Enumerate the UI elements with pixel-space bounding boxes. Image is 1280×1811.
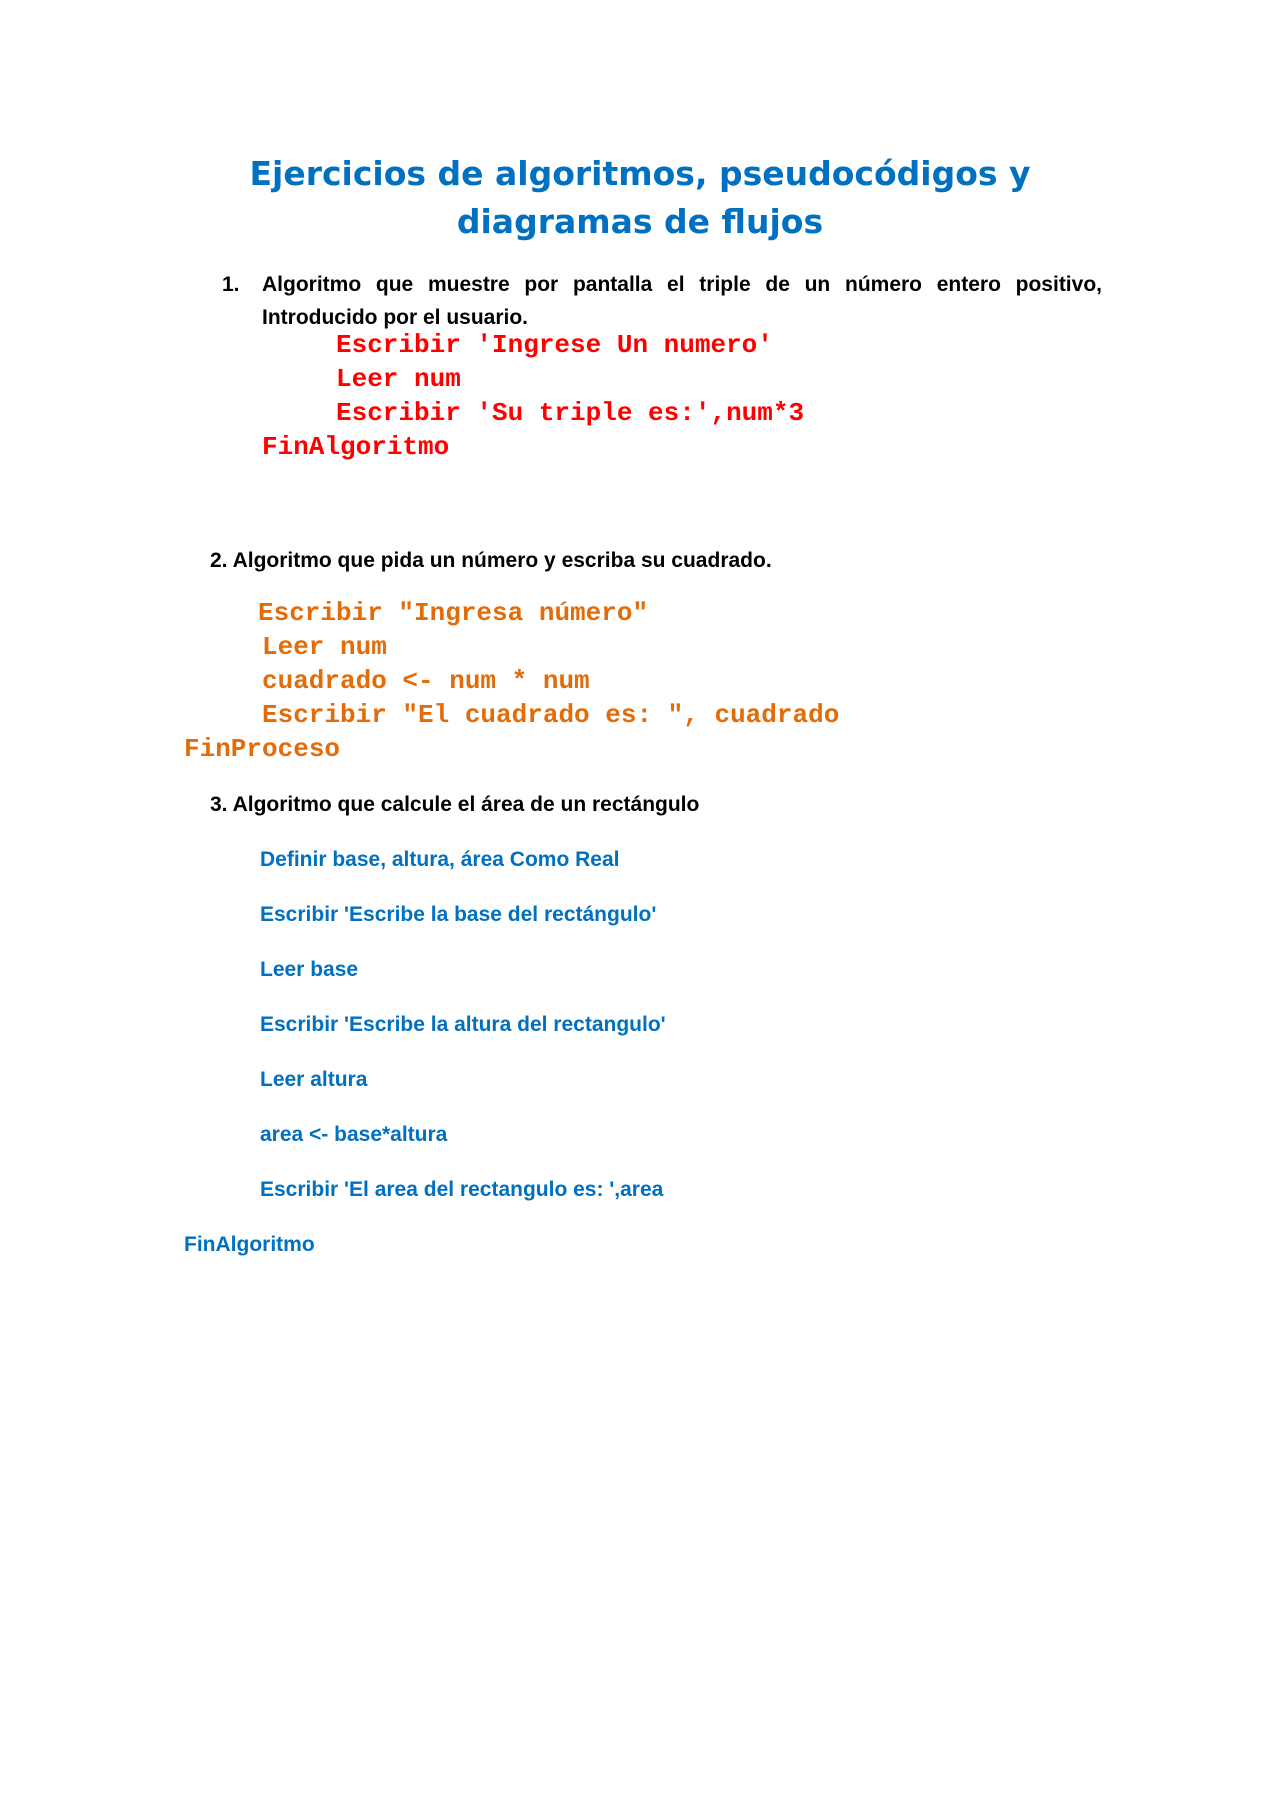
page-title [185, 150, 1095, 246]
exercise-1-text: Algoritmo que muestre por pantalla el triple de un número entero positivo, Introducido por el usuario. [262, 273, 1102, 329]
exercise-1-number: 1. [222, 273, 240, 296]
exercise-1-heading [222, 268, 1102, 334]
exercise-2-heading: 2. Algoritmo que pida un número y escriba su cuadrado. [210, 549, 772, 572]
exercise-2-code-line-5: FinProceso [184, 734, 341, 764]
title-line-2: diagramas de flujos [456, 202, 824, 241]
exercise-2-code-line-1: Escribir "Ingresa número" [258, 598, 649, 628]
exercise-1-code-line-3: Escribir 'Su triple es:',num*3 [336, 398, 805, 428]
exercise-2-code-line-2: Leer num [262, 632, 387, 662]
exercise-2-code-line-3: cuadrado <- num * num [262, 666, 590, 696]
exercise-3-code-line-2: Escribir 'Escribe la base del rectángulo' [260, 903, 657, 926]
exercise-3-code-line-6: area <- base*altura [260, 1123, 448, 1146]
exercise-1-code-line-4: FinAlgoritmo [262, 432, 450, 462]
exercise-1-code-line-2: Leer num [336, 364, 461, 394]
exercise-2-code-line-4: Escribir "El cuadrado es: ", cuadrado [262, 700, 840, 730]
exercise-3-code-line-4: Escribir 'Escribe la altura del rectangulo' [260, 1013, 666, 1036]
exercise-3-code-line-8: FinAlgoritmo [184, 1233, 315, 1256]
exercise-3-code-line-5: Leer altura [260, 1068, 368, 1091]
exercise-3-code-line-1: Definir base, altura, área Como Real [260, 848, 620, 871]
exercise-1-code-line-1: Escribir 'Ingrese Un numero' [336, 330, 773, 360]
exercise-3-code-line-3: Leer base [260, 958, 359, 981]
title-line-1: Ejercicios de algoritmos, pseudocódigos y [249, 154, 1031, 193]
exercise-3-heading: 3. Algoritmo que calcule el área de un rectángulo [210, 793, 700, 816]
exercise-3-code-line-7: Escribir 'El area del rectangulo es: ',area [260, 1178, 664, 1201]
